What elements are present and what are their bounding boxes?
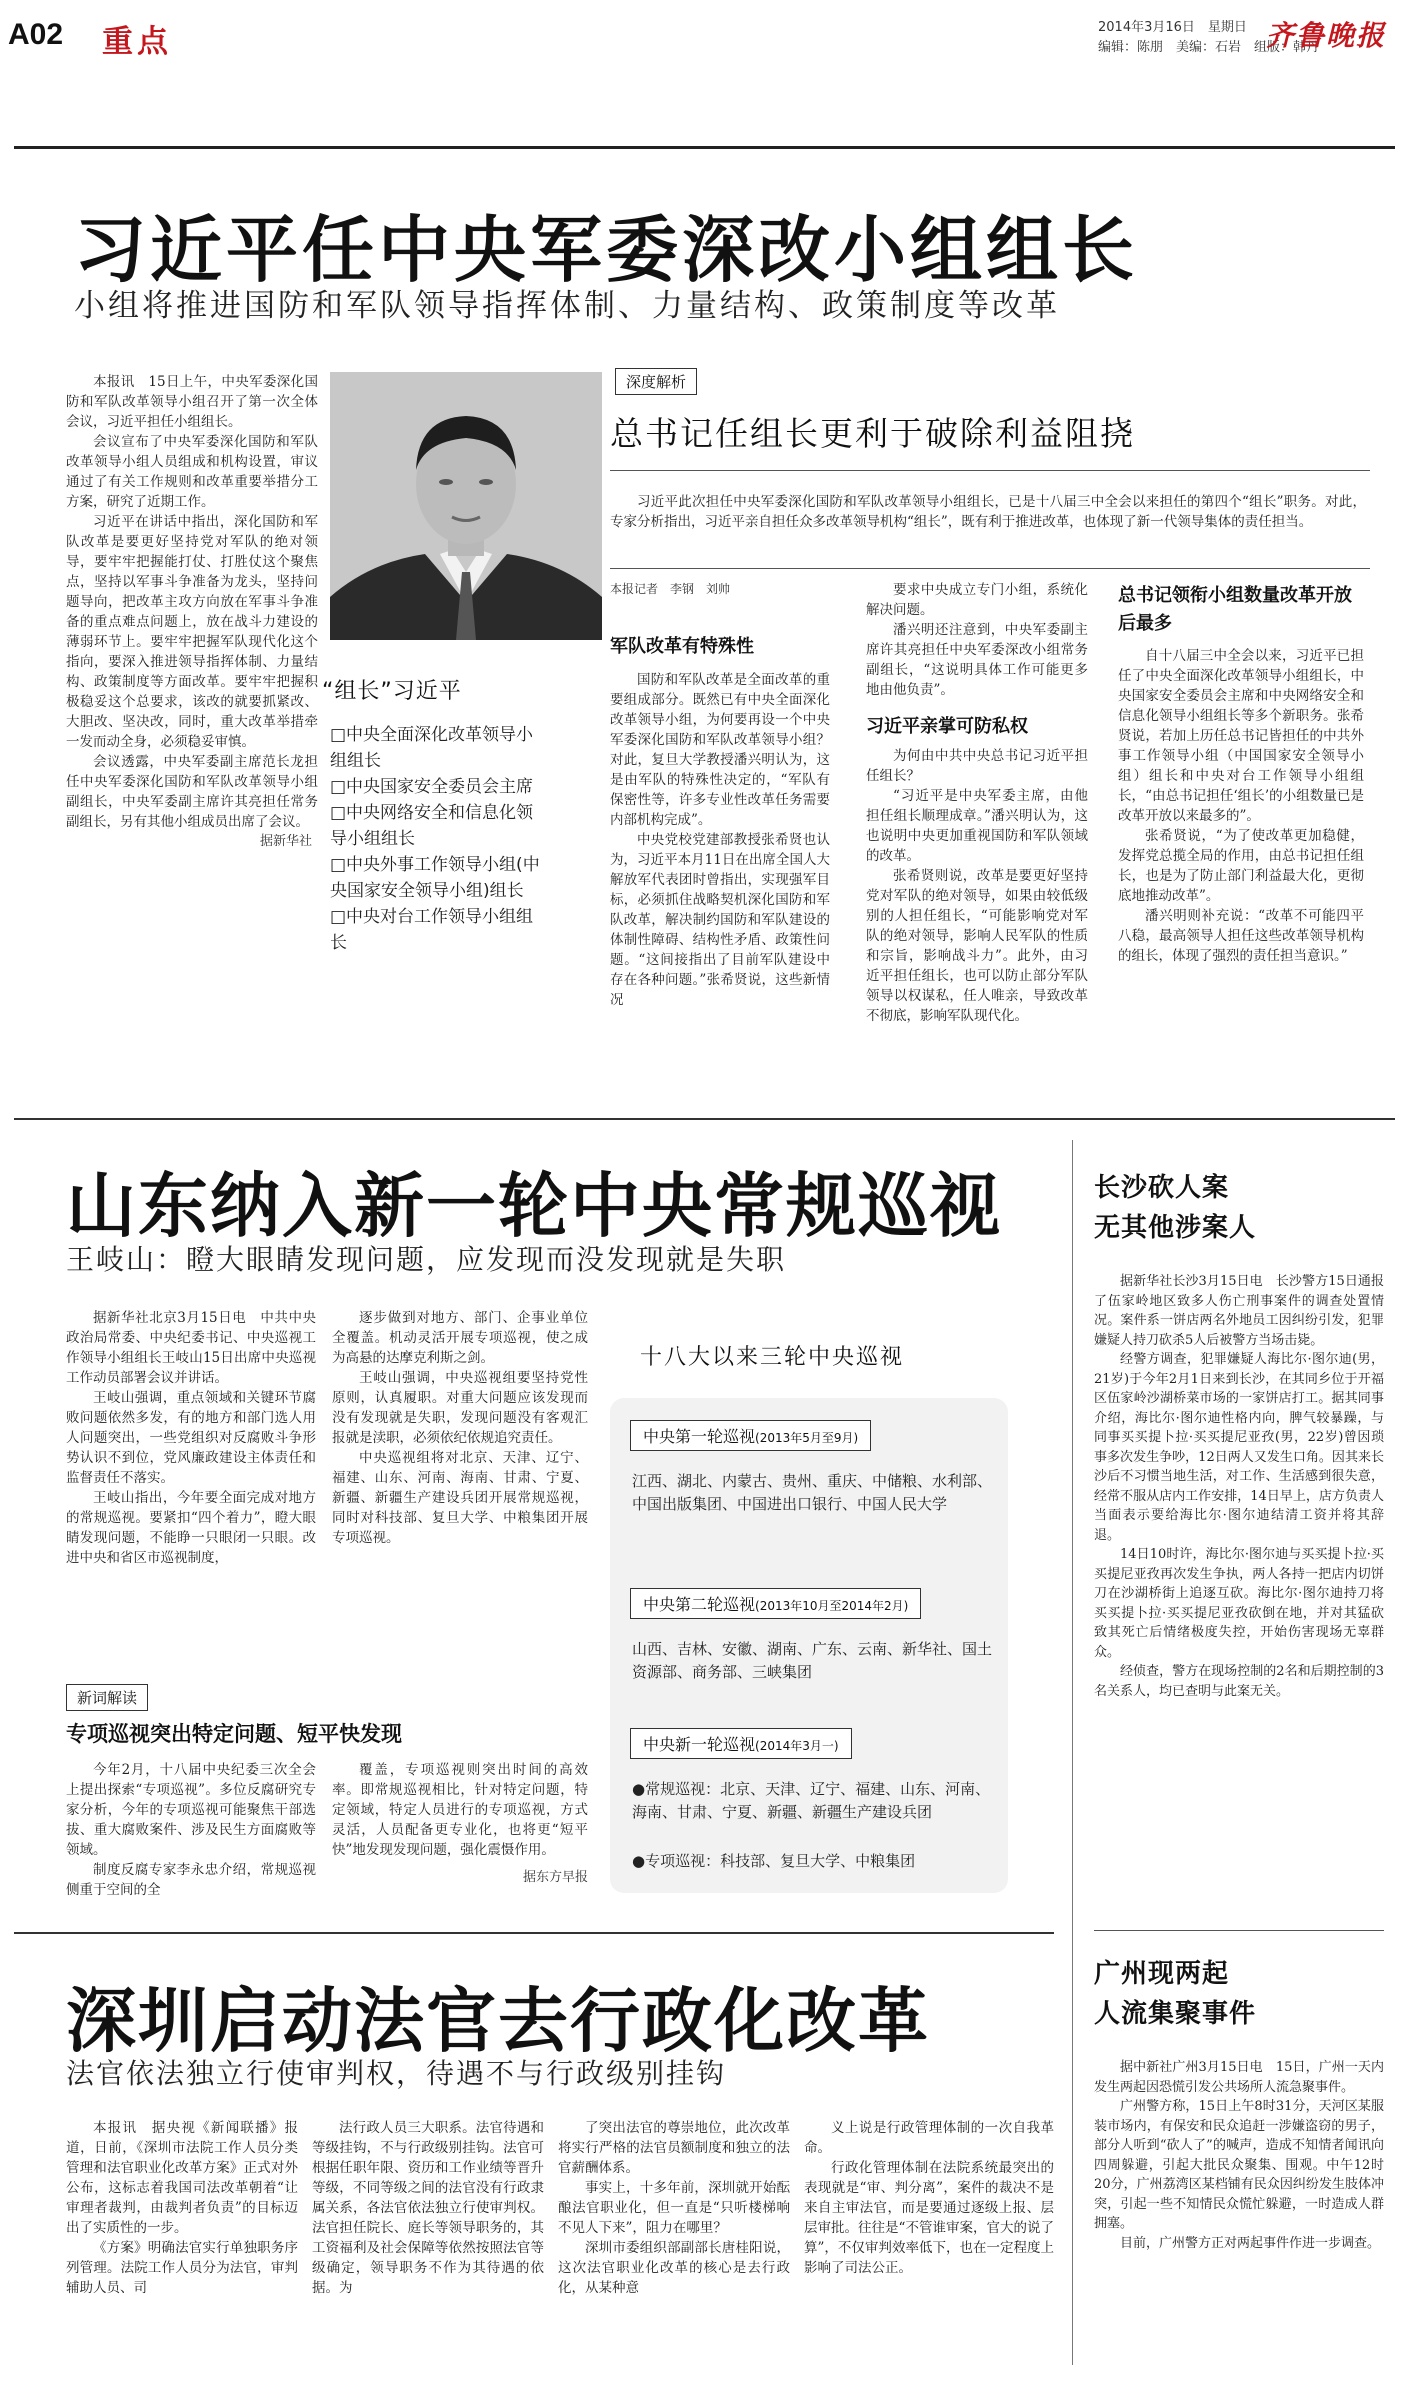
- story1-headline: 习近平任中央军委深改小组组长: [74, 208, 1139, 292]
- story1-subhead: 小组将推进国防和军队领导指挥体制、力量结构、政策制度等改革: [74, 288, 1060, 324]
- section-divider: [14, 1118, 1395, 1120]
- column-heading: 习近平亲掌可防私权: [866, 716, 1028, 737]
- story3-col2: [312, 2118, 544, 2378]
- paragraph: 习近平此次担任中央军委深化国防和军队改革领导小组组长，已是十八届三中全会以来担任的第四个“组长”职务。对此，专家分析指出，习近平亲自担任众多改革领导机构“组长”，既有利于推进改革，也体现了新一代领导集体的责任担当。: [610, 494, 1366, 530]
- list-item: □中央国家安全委员会主席: [330, 777, 534, 797]
- term-source: 据东方早报: [522, 1870, 588, 1885]
- paragraph: 经警方调查，犯罪嫌疑人海比尔·图尔迪(男，21岁)于今年2月1日来到长沙，在其同乡位于开福区伍家岭沙湖桥菜市场的一家饼店打工。据其同事介绍，海比尔·图尔迪性格内向，脾气较暴躁，与同事买买提卜拉·买买提尼亚孜(男，22岁)曾因琐事多次发生争吵，12日两人又发生口角。因其来长沙后不习惯当地生活，对工作、生活感到很失意，经常不服从店内工作安排，14日早上，店方负责人当面表示要给海比尔·图尔迪结清工资并将其辞退。: [1094, 1352, 1384, 1543]
- story3-col3: [558, 2118, 790, 2378]
- side1-headline-line: 无其他涉案人: [1094, 1213, 1257, 1243]
- story2-subhead: 王岐山：瞪大眼睛发现问题，应发现而没发现就是失职: [66, 1243, 787, 1276]
- paragraph: 广州警方称，15日上午8时31分，天河区某服装市场内，有保安和民众追赶一涉嫌盗窃的男子，部分人听到“砍人了”的喊声，造成不知情者闻讯向四周躲避，引起大批民众聚集、围观。中午12时20分，广州荔湾区某档铺有民众因纠纷发生肢体冲突，引起一些不知情民众慌忙躲避，一时造成人群拥塞。: [1094, 2099, 1384, 2231]
- round-text: ●专项巡视：科技部、复旦大学、中粮集团: [632, 1852, 916, 1870]
- round-period: (2014年3月一): [755, 1739, 839, 1753]
- paragraph: 王岐山强调，重点领域和关键环节腐败问题依然多发，有的地方和部门选人用人问题突出，一些党组织对反腐败斗争形势认识不到位，党风廉政建设主体责任和监督责任不落实。: [66, 1390, 316, 1486]
- paragraph: 本报讯 据央视《新闻联播》报道，日前，《深圳市法院工作人员分类管理和法官职业化改革方案》正式对外公布，这标志着我国司法改革朝着“让审理者裁判，由裁判者负责”的目标迈出了实质性的一步。: [66, 2120, 298, 2236]
- round-heading: [630, 1728, 852, 1759]
- analysis-col3: [1118, 582, 1364, 966]
- paragraph: 中央党校党建部教授张希贤也认为，习近平本月11日在出席全国人大解放军代表团时曾指出，实现强军目标，必须抓住战略契机深化国防和军队改革，解决制约国防和军队建设的体制性障碍、结构性矛盾、政策性问题。“这间接指出了目前军队建设中存在各种问题。”张希贤说，这些新情况: [610, 832, 830, 1008]
- round-text: ●常规巡视：北京、天津、辽宁、福建、山东、河南、海南、甘肃、宁夏、新疆、新疆生产建设兵团: [632, 1780, 991, 1821]
- column-heading: 军队改革有特殊性: [610, 636, 754, 657]
- page-number: A02: [8, 18, 64, 51]
- round-heading: [630, 1588, 921, 1619]
- column-rule: [1072, 1140, 1073, 2365]
- side2-text: [1094, 2058, 1384, 2253]
- round-name: 中央第二轮巡视: [643, 1595, 756, 1614]
- story1-source: 据新华社: [259, 834, 312, 849]
- section-name: 重点: [102, 24, 172, 60]
- side1-headline: [1094, 1168, 1384, 1248]
- paragraph: 14日10时许，海比尔·图尔迪与买买提卜拉·买买提尼亚孜再次发生争执，两人各持一把店内切饼刀在沙湖桥街上追逐互砍。海比尔·图尔迪持刀将买买提卜拉·买买提尼亚孜砍倒在地，并对其猛砍致其死亡后情绪极度失控，开始伤害现场无辜群众。: [1094, 1547, 1384, 1660]
- round-name: 中央新一轮巡视: [643, 1735, 756, 1754]
- header-rule: [14, 146, 1395, 149]
- paragraph: 制度反腐专家李永忠介绍，常规巡视侧重于空间的全: [66, 1862, 316, 1898]
- portrait-photo: [330, 372, 602, 640]
- paragraph: “习近平是中央军委主席，由他担任组长顺理成章。”潘兴明认为，这也说明中央更加重视国防和军队领域的改革。: [866, 788, 1088, 864]
- leader-box-title: “组长”习近平: [322, 679, 462, 704]
- round-name: 中央第一轮巡视: [643, 1427, 756, 1446]
- round-text: 江西、湖北、内蒙古、贵州、重庆、中储粮、水利部、中国出版集团、中国进出口银行、中国人民大学: [632, 1472, 993, 1513]
- paragraph: 会议透露，中央军委副主席范长龙担任中央军委深化国防和军队改革领导小组副组长，中央军委副主席许其亮担任常务副组长，另有其他小组成员出席了会议。: [66, 754, 318, 830]
- column-text: [866, 580, 1088, 700]
- term-col2: [332, 1760, 588, 1888]
- paragraph: 《方案》明确法官实行单独职务序列管理。法院工作人员分为法官，审判辅助人员、司: [66, 2240, 298, 2296]
- paragraph: 今年2月，十八届中央纪委三次全会上提出探索“专项巡视”。多位反腐研究专家分析，今年的专项巡视可能聚焦干部选拔、重大腐败案件、涉及民生方面腐败等领域。: [66, 1762, 316, 1858]
- side2-headline: [1094, 1954, 1384, 2034]
- list-item: □中央全面深化改革领导小组组长: [330, 725, 534, 771]
- paragraph: 据新华社长沙3月15日电 长沙警方15日通报了伍家岭地区致多人伤亡刑事案件的调查处置情况。案件系一饼店两名外地员工因纠纷引发，犯罪嫌疑人持刀砍杀5人后被警方当场击毙。: [1094, 1274, 1384, 1348]
- side2: [1094, 1954, 1384, 2253]
- paragraph: 习近平在讲话中指出，深化国防和军队改革是要更好坚持党对军队的绝对领导，要牢牢把握能打仗、打胜仗这个聚焦点，坚持以军事斗争准备为龙头，坚持问题导向，把改革主攻方向放在军事斗争准备的重点难点问题上，放在战斗力建设的薄弱环节上。要牢牢把握军队现代化这个指向，要深入推进领导指挥体制、力量结构、政策制度等方面改革。要牢牢把握积极稳妥这个总要求，该改的就要抓紧改、大胆改、坚决改，同时，重大改革举措牵一发而动全身，必须稳妥审慎。: [66, 514, 318, 750]
- side1-headline-line: 长沙砍人案: [1094, 1173, 1230, 1203]
- paragraph: 义上说是行政管理体制的一次自我革命。: [804, 2120, 1054, 2156]
- story3-headline: 深圳启动法官去行政化改革: [66, 1980, 930, 2062]
- paragraph: 覆盖，专项巡视则突出时间的高效率。即常规巡视相比，针对特定问题，特定领域，特定人员进行的专项巡视，方式灵活，人员配备更专业化，也将更“短平快”地发现发现问题，强化震慑作用。: [332, 1762, 588, 1858]
- divider: [1094, 1930, 1384, 1931]
- column-text: [1118, 646, 1364, 966]
- paragraph: 逐步做到对地方、部门、企事业单位全覆盖。机动灵活开展专项巡视，使之成为高悬的达摩克利斯之剑。: [332, 1310, 588, 1366]
- story3-subhead: 法官依法独立行使审判权，待遇不与行政级别挂钩: [66, 2057, 727, 2090]
- analysis-col2: [866, 580, 1088, 1026]
- analysis-lead: [610, 492, 1366, 532]
- paragraph: 为何由中共中央总书记习近平担任组长？: [866, 748, 1088, 784]
- patrol-box-title: 十八大以来三轮中央巡视: [640, 1345, 905, 1370]
- paragraph: 国防和军队改革是全面改革的重要组成部分。既然已有中央全面深化改革领导小组，为何要再设一个中央军委深化国防和军队改革领导小组？对此，复旦大学教授潘兴明认为，这是由军队的特殊性决定的，“军队有保密性等，许多专业性改革任务需要内部机构完成”。: [610, 672, 830, 828]
- round-text: 山西、吉林、安徽、湖南、广东、云南、新华社、国土资源部、商务部、三峡集团: [632, 1640, 993, 1681]
- column-text: [610, 670, 830, 1010]
- column-heading: 总书记领衔小组数量改革开放后最多: [1118, 585, 1352, 634]
- round-heading: [630, 1420, 871, 1451]
- story2-col2: [332, 1308, 588, 1548]
- list-item: □中央网络安全和信息化领导小组组长: [330, 803, 534, 849]
- story3-col4: [804, 2118, 1054, 2378]
- round-period: (2013年5月至9月): [755, 1431, 859, 1445]
- story2-headline: 山东纳入新一轮中央常规巡视: [66, 1165, 1002, 1247]
- paragraph: 法行政人员三大职系。法官待遇和等级挂钩，不与行政级别挂钩。法官可根据任职年限、资历和工作业绩等晋升等级，不同等级之间的法官没有行政隶属关系，各法官依法独立行使审判权。法官担任院长、庭长等领导职务的，其工资福利及社会保障等依然按照法官等级确定，领导职务不作为其待遇的依据。为: [312, 2120, 544, 2296]
- leader-box-list: [330, 722, 540, 956]
- paragraph: 了突出法官的尊崇地位，此次改革将实行严格的法官员额制度和独立的法官薪酬体系。: [558, 2120, 790, 2176]
- paragraph: 王岐山指出，今年要全面完成对地方的常规巡视。要紧扣“四个着力”，瞪大眼睛发现问题，不能睁一只眼闭一只眼。改进中央和省区市巡视制度，: [66, 1490, 316, 1566]
- term-tag: 新词解读: [66, 1684, 148, 1711]
- paragraph: 目前，广州警方正对两起事件作进一步调查。: [1120, 2235, 1381, 2251]
- term-title: 专项巡视突出特定问题、短平快发现: [66, 1722, 402, 1746]
- side2-headline-line: 人流集聚事件: [1094, 1999, 1257, 2029]
- story2-col1: [66, 1308, 316, 1568]
- paragraph: 本报讯 15日上午，中央军委深化国防和军队改革领导小组召开了第一次全体会议，习近平担任小组组长。: [66, 374, 318, 430]
- paragraph: 要求中央成立专门小组，系统化解决问题。: [866, 582, 1088, 618]
- round-period: (2013年10月至2014年2月): [755, 1599, 909, 1613]
- paragraph: 会议宣布了中央军委深化国防和军队改革领导小组人员组成和机构设置，审议通过了有关工作规则和改革重要举措分工方案，研究了近期工作。: [66, 434, 318, 510]
- paragraph: 张希贤说，“为了使改革更加稳健，发挥党总揽全局的作用，由总书记担任组长，也是为了防止部门利益最大化，更彻底地推动改革”。: [1118, 828, 1364, 904]
- newspaper-logo: 齐鲁晚报: [1266, 19, 1387, 52]
- paragraph: 经侦查，警方在现场控制的2名和后期控制的3名关系人，均已查明与此案无关。: [1094, 1664, 1384, 1699]
- analysis-tag: 深度解析: [615, 368, 697, 395]
- list-item: □中央对台工作领导小组组长: [330, 907, 534, 953]
- paragraph: 深圳市委组织部副部长唐桂阳说，这次法官职业化改革的核心是去行政化，从某种意: [558, 2240, 790, 2296]
- story1-intro: [66, 372, 318, 852]
- list-item: □中央外事工作领导小组(中央国家安全领导小组)组长: [330, 855, 540, 901]
- divider: [610, 568, 1370, 569]
- side1-text: [1094, 1272, 1384, 1701]
- side2-headline-line: 广州现两起: [1094, 1959, 1230, 1989]
- patrol-box: [610, 1398, 1008, 1893]
- paragraph: 自十八届三中全会以来，习近平已担任了中央全面深化改革领导小组组长，中央国家安全委员会主席和中央网络安全和信息化领导小组组长等多个新职务。张希贤说，若加上历任总书记皆担任的中共外事工作领导小组（中国国家安全领导小组）组长和中央对台工作领导小组组长，“由总书记担任‘组长’的小组数量已是改革开放以来最多的”。: [1118, 648, 1364, 824]
- paragraph: 据新华社北京3月15日电 中共中央政治局常委、中央纪委书记、中央巡视工作领导小组组长王岐山15日出席中央巡视工作动员部署会议并讲话。: [66, 1310, 316, 1386]
- editors-line: 编辑：陈朋 美编：石岩 组版：韩丹: [1098, 40, 1320, 55]
- analysis-title: 总书记任组长更利于破除利益阻挠: [610, 414, 1135, 453]
- paragraph: 行政化管理体制在法院系统最突出的表现就是“审、判分离”，案件的裁决不是来自主审法官，而是要通过逐级上报、层层审批。往往是“不管谁审案，官大的说了算”，不仅审判效率低下，也在一定程度上影响了司法公正。: [804, 2160, 1054, 2276]
- paragraph: 中央巡视组将对北京、天津、辽宁、福建、山东、河南、海南、甘肃、宁夏、新疆、新疆生产建设兵团开展常规巡视，同时对科技部、复旦大学、中粮集团开展专项巡视。: [332, 1450, 588, 1546]
- divider: [610, 470, 1370, 471]
- paragraph: 据中新社广州3月15日电 15日，广州一天内发生两起因恐慌引发公共场所人流急聚事件。: [1094, 2060, 1384, 2095]
- paragraph: 张希贤则说，改革是要更好坚持党对军队的绝对领导，如果由较低级别的人担任组长，“可能影响党对军队的绝对领导，影响人民军队的性质和宗旨，影响战斗力”。此外，由习近平担任组长，也可以防止部分军队领导以权谋私，任人唯亲，导致改革不彻底，影响军队现代化。: [866, 868, 1088, 1024]
- paragraph: 潘兴明还注意到，中央军委副主席许其亮担任中央军委深改小组常务副组长，“这说明具体工作可能更多地由他负责”。: [866, 622, 1088, 698]
- story3-col1: [66, 2118, 298, 2378]
- paragraph: 王岐山强调，中央巡视组要坚持党性原则，认真履职。对重大问题应该发现而没有发现就是失职，发现问题没有客观汇报就是渎职，必须依纪依规追究责任。: [332, 1370, 588, 1446]
- section-divider: [14, 1932, 1054, 1934]
- column-text: [866, 746, 1088, 1026]
- date-line: 2014年3月16日 星期日: [1098, 20, 1247, 35]
- term-col1: [66, 1760, 316, 1900]
- paragraph: 事实上，十多年前，深圳就开始酝酿法官职业化，但一直是“只听楼梯响不见人下来”，阻力在哪里？: [558, 2180, 790, 2236]
- side1: [1094, 1168, 1384, 1701]
- analysis-col1: [610, 632, 830, 1010]
- paragraph: 潘兴明则补充说：“改革不可能四平八稳，最高领导人担任这些改革领导机构的组长，体现了强烈的责任担当意识。”: [1118, 908, 1364, 964]
- analysis-byline: 本报记者 李钢 刘帅: [610, 582, 731, 596]
